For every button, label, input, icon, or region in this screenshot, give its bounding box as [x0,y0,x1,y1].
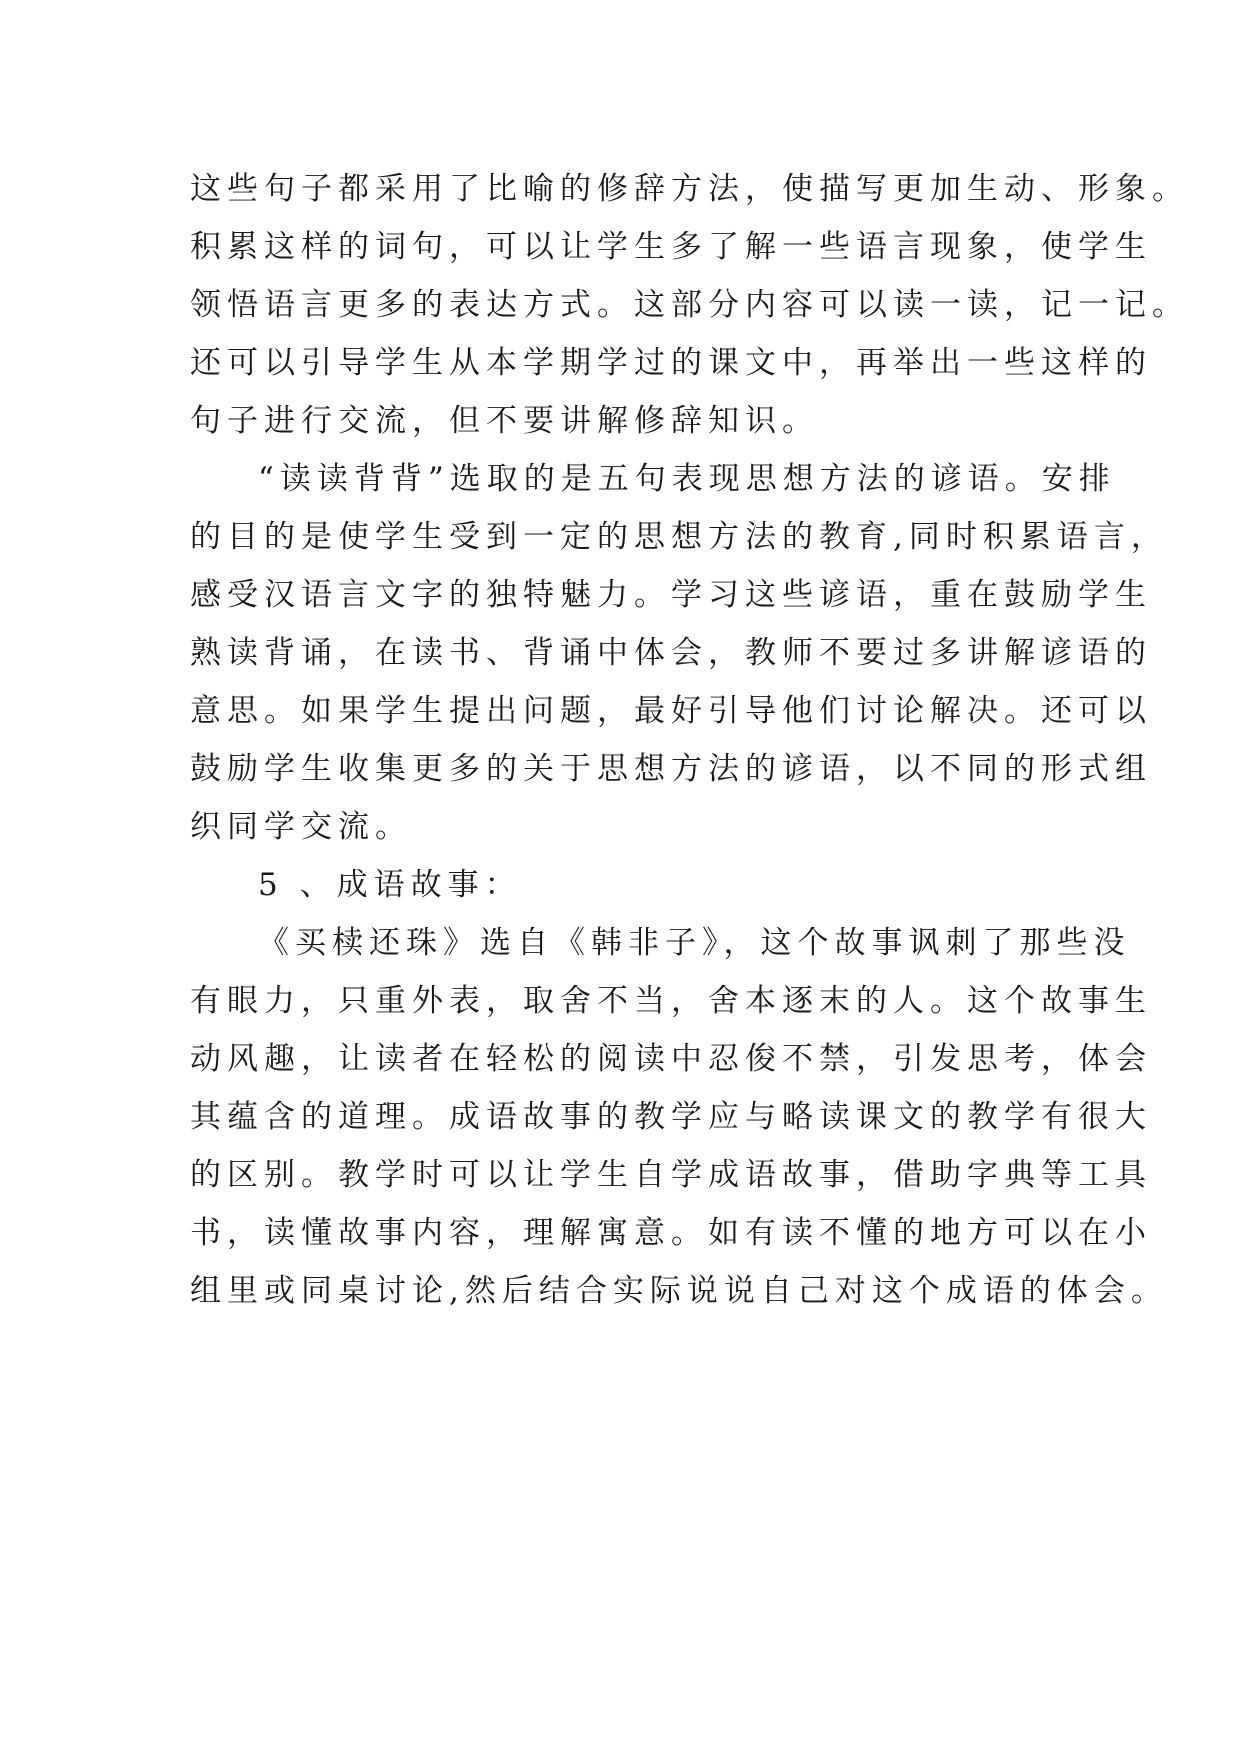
paragraph-first-line: “读读背背”选取的是五句表现思想方法的谚语。安排 [258,461,1116,497]
text-line: 感受汉语言文字的独特魅力。学习这些谚语，重在鼓励学生 [190,577,1152,613]
text-line: 动风趣，让读者在轻松的阅读中忍俊不禁，引发思考，体会 [190,1041,1152,1077]
text-line: 还可以引导学生从本学期学过的课文中，再举出一些这样的 [190,345,1152,381]
text-line: 的区别。教学时可以让学生自学成语故事，借助字典等工具 [190,1157,1152,1193]
text-line: 意思。如果学生提出问题，最好引导他们讨论解决。还可以 [190,693,1152,729]
text-line: 书，读懂故事内容，理解寓意。如有读不懂的地方可以在小 [190,1215,1152,1251]
text-line: 这些句子都采用了比喻的修辞方法，使描写更加生动、形象。 [190,171,1189,207]
text-line: 组里或同桌讨论,然后结合实际说说自己对这个成语的体会。 [190,1273,1168,1309]
text-line: 积累这样的词句，可以让学生多了解一些语言现象，使学生 [190,229,1152,265]
text-line: 熟读背诵，在读书、背诵中体会，教师不要过多讲解谚语的 [190,635,1152,671]
document-body [190,160,1189,1320]
text-line: 织同学交流。 [190,809,412,845]
text-line: 领悟语言更多的表达方式。这部分内容可以读一读，记一记。 [190,287,1189,323]
section-heading: 5 、成语故事： [258,867,522,903]
text-line: 有眼力，只重外表，取舍不当，舍本逐末的人。这个故事生 [190,983,1152,1019]
text-line: 句子进行交流，但不要讲解修辞知识。 [190,403,819,439]
text-line: 鼓励学生收集更多的关于思想方法的谚语，以不同的形式组 [190,751,1152,787]
text-line: 的目的是使学生受到一定的思想方法的教育,同时积累语言， [190,519,1168,555]
text-line: 其蕴含的道理。成语故事的教学应与略读课文的教学有很大 [190,1099,1152,1135]
paragraph-first-line: 《买椟还珠》选自《韩非子》，这个故事讽刺了那些没 [258,925,1131,961]
